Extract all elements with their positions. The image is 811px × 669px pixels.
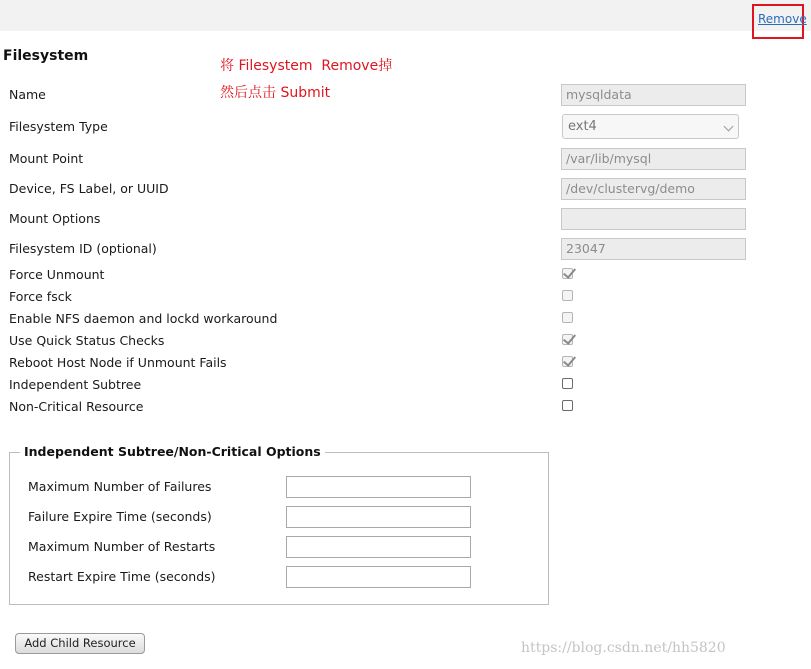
- max-failures-label: Maximum Number of Failures: [28, 479, 212, 494]
- non-critical-checkbox[interactable]: [562, 400, 573, 411]
- remove-link[interactable]: Remove: [758, 12, 807, 26]
- force-unmount-label: Force Unmount: [9, 267, 105, 282]
- force-unmount-checkbox[interactable]: [562, 268, 573, 279]
- filesystem-type-value: ext4: [568, 119, 597, 134]
- device-input[interactable]: /dev/clustervg/demo: [561, 178, 746, 200]
- options-legend: Independent Subtree/Non-Critical Options: [20, 444, 325, 459]
- reboot-host-label: Reboot Host Node if Unmount Fails: [9, 355, 227, 370]
- filesystem-id-label: Filesystem ID (optional): [9, 241, 157, 256]
- device-label: Device, FS Label, or UUID: [9, 181, 169, 196]
- max-failures-input[interactable]: [286, 476, 471, 498]
- independent-subtree-checkbox[interactable]: [562, 378, 573, 389]
- checkmark-icon: [563, 353, 576, 367]
- annotation-line-2: 然后点击 Submit: [220, 85, 331, 101]
- watermark-text: https://blog.csdn.net/hh5820: [521, 640, 726, 656]
- non-critical-label: Non-Critical Resource: [9, 399, 144, 414]
- max-restarts-input[interactable]: [286, 536, 471, 558]
- quick-status-label: Use Quick Status Checks: [9, 333, 165, 348]
- failure-expire-label: Failure Expire Time (seconds): [28, 509, 212, 524]
- restart-expire-input[interactable]: [286, 566, 471, 588]
- nfs-workaround-checkbox[interactable]: [562, 312, 573, 323]
- filesystem-id-input[interactable]: 23047: [561, 238, 746, 260]
- failure-expire-input[interactable]: [286, 506, 471, 528]
- independent-subtree-label: Independent Subtree: [9, 377, 142, 392]
- max-restarts-label: Maximum Number of Restarts: [28, 539, 216, 554]
- mount-point-label: Mount Point: [9, 151, 84, 166]
- checkmark-icon: [563, 331, 576, 345]
- restart-expire-label: Restart Expire Time (seconds): [28, 569, 216, 584]
- checkmark-icon: [563, 265, 576, 279]
- mount-options-input[interactable]: [561, 208, 746, 230]
- name-label: Name: [9, 87, 46, 102]
- filesystem-type-label: Filesystem Type: [9, 119, 108, 134]
- nfs-workaround-label: Enable NFS daemon and lockd workaround: [9, 311, 278, 326]
- force-fsck-label: Force fsck: [9, 289, 72, 304]
- mount-point-input[interactable]: /var/lib/mysql: [561, 148, 746, 170]
- add-child-resource-button[interactable]: Add Child Resource: [15, 633, 145, 654]
- mount-options-label: Mount Options: [9, 211, 101, 226]
- annotation-line-1: 将 Filesystem Remove掉: [220, 58, 393, 74]
- section-title: Filesystem: [3, 48, 89, 64]
- filesystem-type-select[interactable]: [562, 114, 739, 139]
- quick-status-checkbox[interactable]: [562, 334, 573, 345]
- force-fsck-checkbox[interactable]: [562, 290, 573, 301]
- reboot-host-checkbox[interactable]: [562, 356, 573, 367]
- name-input[interactable]: mysqldata: [561, 84, 746, 106]
- top-bar: [0, 0, 811, 31]
- chevron-down-icon: [724, 122, 734, 132]
